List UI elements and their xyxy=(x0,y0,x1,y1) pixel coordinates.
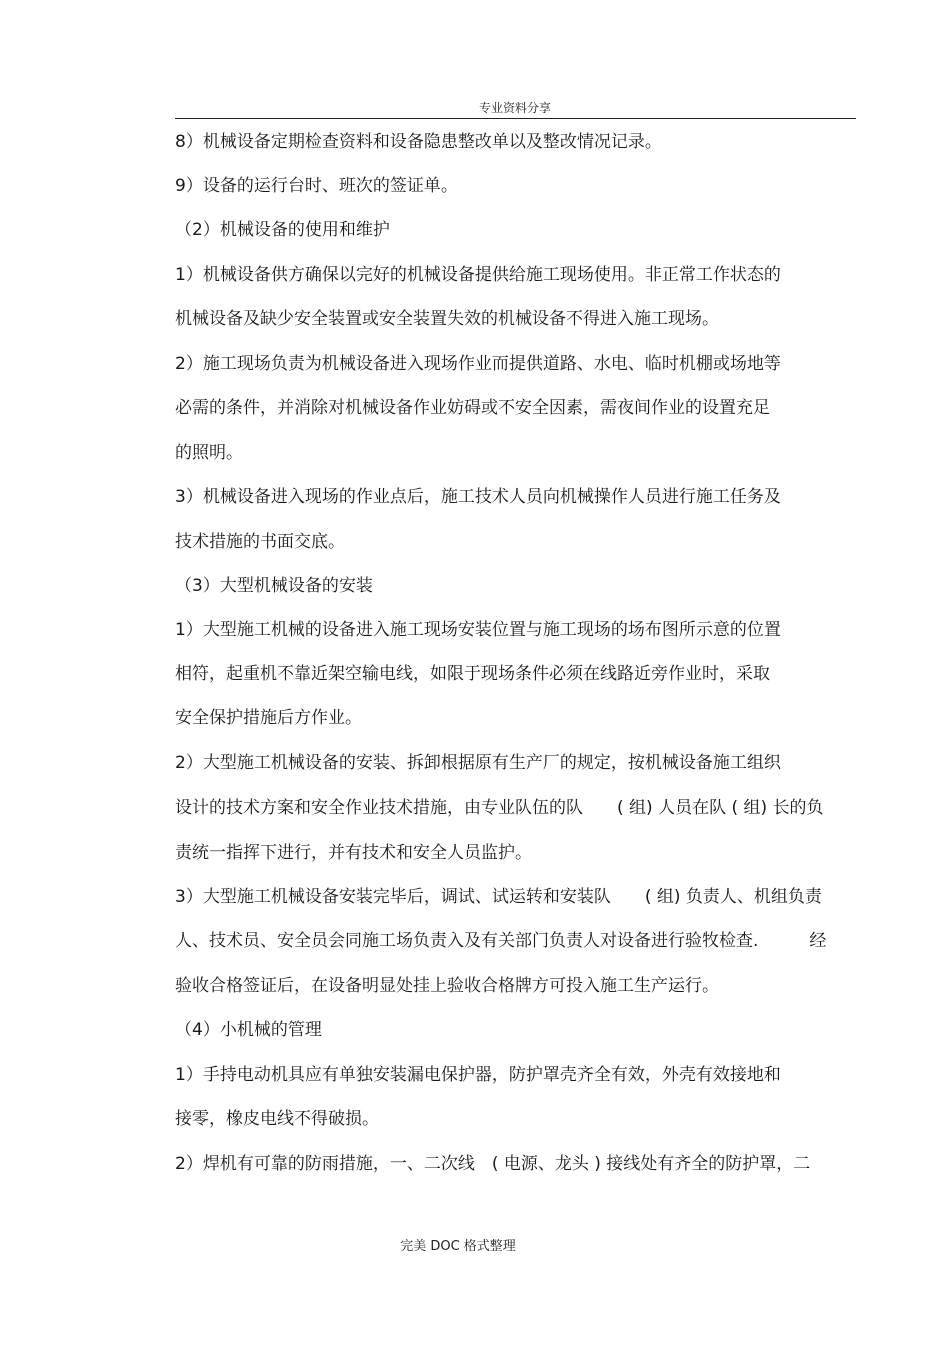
body-line: 机械设备及缺少安全装置或安全装置失效的机械设备不得进入施工现场。 xyxy=(175,309,719,329)
body-line: 3）大型施工机械设备安装完毕后，调试、试运转和安装队 ( 组) 负责人、机组负责 xyxy=(175,887,822,907)
body-line: 接零，橡皮电线不得破损。 xyxy=(175,1109,379,1129)
body-line: 责统一指挥下进行，并有技术和安全人员监护。 xyxy=(175,843,532,863)
section-heading: （4）小机械的管理 xyxy=(175,1020,322,1040)
body-line: 1）机械设备供方确保以完好的机械设备提供给施工现场使用。非正常工作状态的 xyxy=(175,265,781,285)
body-line: 相符，起重机不靠近架空输电线，如限于现场条件必须在线路近旁作业时，采取 xyxy=(175,664,770,684)
body-line: 2）焊机有可靠的防雨措施，一、二次线 ( 电源、龙头 ) 接线处有齐全的防护罩，二 xyxy=(175,1154,811,1174)
body-line: 2）大型施工机械设备的安装、拆卸根据原有生产厂的规定，按机械设备施工组织 xyxy=(175,753,781,773)
body-line: 的照明。 xyxy=(175,443,243,463)
section-heading: （3）大型机械设备的安装 xyxy=(175,576,373,596)
body-line: 验收合格签证后，在设备明显处挂上验收合格牌方可投入施工生产运行。 xyxy=(175,976,719,996)
section-heading: （2）机械设备的使用和维护 xyxy=(175,220,390,240)
body-line: 安全保护措施后方作业。 xyxy=(175,708,362,728)
body-line: 8）机械设备定期检查资料和设备隐患整改单以及整改情况记录。 xyxy=(175,132,662,152)
body-line: 9）设备的运行台时、班次的签证单。 xyxy=(175,176,458,196)
body-line: 3）机械设备进入现场的作业点后，施工技术人员向机械操作人员进行施工任务及 xyxy=(175,487,781,507)
body-line: 技术措施的书面交底。 xyxy=(175,532,345,552)
page-header: 专业资料分享 xyxy=(478,101,551,115)
body-line: 1）大型施工机械的设备进入施工现场安装位置与施工现场的场布图所示意的位置 xyxy=(175,620,781,640)
body-line: 2）施工现场负责为机械设备进入现场作业而提供道路、水电、临时机棚或场地等 xyxy=(175,354,781,374)
body-line: 人、技术员、安全员会同施工场负责入及有关部门负责人对设备进行验牧检查. 经 xyxy=(175,931,827,951)
page-footer: 完美 DOC 格式整理 xyxy=(400,1239,516,1254)
body-line: 设计的技术方案和安全作业技术措施，由专业队伍的队 ( 组) 人员在队 ( 组) 长的负 xyxy=(175,798,824,818)
body-line: 必需的条件，并消除对机械设备作业妨碍或不安全因素，需夜间作业的设置充足 xyxy=(175,398,770,418)
header-rule xyxy=(175,118,856,119)
body-line: 1）手持电动机具应有单独安装漏电保护器，防护罩壳齐全有效，外壳有效接地和 xyxy=(175,1065,781,1085)
